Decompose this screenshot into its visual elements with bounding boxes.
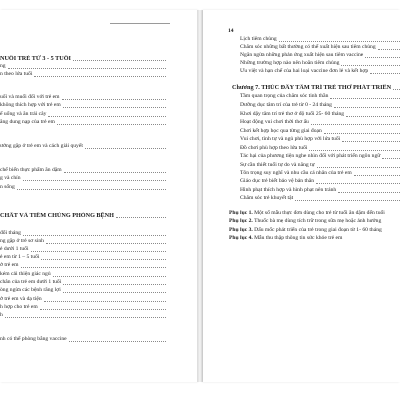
leader-dots (342, 141, 400, 142)
toc-entry (240, 178, 400, 185)
chapter-heading-text: CHẤT VÀ TIÊM CHỦNG PHÒNG BỆNH (0, 212, 114, 219)
toc-entry (0, 262, 166, 269)
toc-entry-text: ng (0, 63, 6, 69)
toc-entry (0, 119, 166, 126)
toc-entry-text: Tác hại của phương tiện nghe nhìn đối với phát triển ngôn ngữ (240, 153, 381, 159)
toc-entry-text: h (0, 312, 3, 318)
toc-entry (240, 60, 400, 67)
toc-entry-text: chế biến thực phẩm ăn dặm (0, 167, 62, 173)
toc-entry (0, 296, 166, 303)
leader-dots (370, 73, 400, 74)
leader-dots (354, 175, 400, 176)
leader-dots (316, 183, 400, 184)
appendix-label: Phụ lục 3. (229, 227, 253, 233)
toc-entry-text: Tầm quan trọng của chăm sóc tinh thần (240, 93, 329, 99)
toc-entry (0, 175, 166, 182)
toc-entry-text: n theo lứa tuổi (0, 71, 33, 77)
leader-dots (116, 217, 166, 218)
toc-entry (0, 336, 166, 343)
leader-dots (330, 98, 400, 99)
toc-entry-text: đổi tháng (0, 230, 21, 236)
toc-entry-text: Chơi kết hợp học qua từng giai đoạn (240, 128, 322, 134)
toc-entry (0, 246, 166, 253)
leader-dots (365, 57, 400, 58)
leader-dots (63, 284, 166, 285)
toc-entry (0, 312, 166, 319)
leader-dots (279, 41, 400, 42)
leader-dots (8, 68, 166, 69)
toc-entry (0, 230, 166, 237)
toc-entry (0, 111, 166, 118)
toc-entry (240, 162, 400, 169)
appendix-text: Một số mẫu thực đơn dùng cho trẻ từ tuổi ăn dặm đến tuổi (252, 210, 385, 216)
toc-entry-text: ế uống và ăn trái cây (0, 111, 47, 117)
leader-dots (338, 192, 400, 193)
toc-entry (0, 102, 166, 109)
right-page (203, 10, 400, 382)
leader-dots (63, 292, 166, 293)
toc-entry (240, 119, 400, 126)
left-page (0, 10, 197, 382)
appendix-label: Phụ lục 4. (229, 235, 253, 241)
toc-entry (0, 271, 166, 278)
leader-dots (64, 172, 166, 173)
appendix-entry (229, 235, 400, 242)
leader-dots (23, 235, 166, 236)
toc-entry (0, 304, 166, 311)
chapter-heading (232, 84, 400, 91)
leader-dots (41, 259, 166, 260)
toc-entry (240, 153, 400, 160)
toc-entry-text: Chăm sóc trẻ khuyết tật (240, 195, 294, 201)
leader-dots (311, 124, 400, 125)
leader-dots (382, 158, 400, 159)
toc-entry (240, 93, 400, 100)
toc-entry-text: n sống (0, 184, 15, 190)
toc-entry-text: Chăm sóc những bất thường có thể xuất hiện sau tiêm chủng (240, 44, 376, 50)
leader-dots (46, 243, 166, 244)
leader-dots (69, 341, 166, 342)
leader-dots (85, 148, 166, 149)
appendix-label: Phụ lục 1. (229, 210, 253, 216)
header-rule (148, 23, 170, 24)
toc-entry-text: ẻ em từ 1 – 5 tuổi (0, 254, 40, 260)
toc-entry-text: Lịch tiêm chủng (240, 36, 277, 42)
chapter-heading (0, 212, 166, 219)
toc-entry-text: ở trẻ em và dạ tiện (0, 296, 42, 302)
leader-dots (5, 317, 166, 318)
toc-entry-text: h hợp cho trẻ em (0, 304, 38, 310)
toc-entry (0, 167, 166, 174)
toc-entry-text: ướng gặp ở trẻ em và cách giải quyết (0, 143, 83, 149)
toc-entry-text: Giáo dục trẻ biết bảo vệ bản thân (240, 178, 315, 184)
appendix-label: Phụ lục 2. (229, 218, 253, 224)
toc-entry-text: Khơi dậy tâm trí trẻ thơ ở độ tuổi 25- 60 tháng (240, 111, 345, 117)
toc-entry (0, 94, 166, 101)
leader-dots (62, 99, 166, 100)
toc-entry (240, 68, 400, 75)
leader-dots (44, 301, 166, 302)
leader-dots (21, 267, 167, 268)
toc-entry (240, 195, 400, 202)
toc-entry (240, 52, 400, 59)
toc-entry (240, 36, 400, 43)
leader-dots (393, 89, 400, 90)
toc-entry (0, 238, 166, 245)
toc-entry-text: Hoạt động vui chơi thời thơ ấu (240, 119, 309, 125)
leader-dots (73, 60, 166, 61)
toc-entry-text: g và chín (0, 175, 21, 181)
toc-entry (0, 143, 166, 150)
toc-entry-text: không thích hợp với trẻ em (0, 102, 61, 108)
leader-dots (48, 116, 166, 117)
chapter-heading-text: NUÔI TRẺ TỪ 3 - 5 TUỔI (0, 55, 71, 62)
appendix-entry (229, 210, 400, 217)
toc-entry-text: chân của trẻ em dưới 1 tuổi (0, 279, 62, 285)
toc-entry (240, 128, 400, 135)
appendix-entry (229, 218, 400, 225)
toc-entry (240, 102, 400, 109)
leader-dots (334, 107, 400, 108)
chapter-heading (0, 55, 166, 62)
toc-entry (240, 187, 400, 194)
toc-entry-text: òng ngừa các bệnh răng lợi (0, 287, 61, 293)
header-rule (110, 23, 148, 24)
page-number: 14 (228, 28, 234, 34)
toc-entry-text: Những trường hợp nào nên hoãn tiêm chủng (240, 60, 340, 66)
leader-dots (53, 276, 166, 277)
leader-dots (40, 309, 166, 310)
toc-entry (240, 136, 400, 143)
appendix-text: Dấu mốc phát triển của trẻ trong giai đoạn từ 1- 60 tháng (252, 227, 382, 233)
toc-entry-text: ng gặp ở trẻ sơ sinh (0, 238, 44, 244)
toc-entry-text: Dưỡng dục tâm trí của trẻ từ 0 - 24 tháng (240, 102, 332, 108)
leader-dots (23, 180, 166, 181)
toc-entry-text: Đồ chơi phù hợp theo lứa tuổi (240, 145, 308, 151)
appendix-text: Mẫu thu thập thông tin sức khỏe trẻ em (252, 235, 343, 241)
toc-entry-text: ẻ dưới 1 tuổi (0, 246, 29, 252)
toc-entry-text: uối và muối đối với trẻ em (0, 94, 60, 100)
leader-dots (317, 167, 400, 168)
toc-entry (240, 111, 400, 118)
toc-entry-text: Tôn trọng suy nghĩ và nhu cầu cá nhân của trẻ em (240, 170, 352, 176)
appendix-text: Thuốc bà mẹ dùng tích trữ trong sữa mẹ hoặc ảnh hưởng (252, 218, 382, 224)
toc-entry (240, 44, 400, 51)
toc-entry-text: Ưu việt và hạn chế của hai loại vaccine đơn lẻ và kết hợp (240, 68, 369, 74)
toc-entry (0, 184, 166, 191)
toc-entry-text: nh có thể phòng bằng vaccine (0, 336, 67, 342)
toc-entry (0, 71, 166, 78)
toc-entry-text: Sự cần thiết tuổi tự do và năng tự (240, 162, 315, 168)
toc-entry (0, 287, 166, 294)
leader-dots (346, 116, 400, 117)
leader-dots (31, 251, 166, 252)
leader-dots (324, 133, 400, 134)
toc-entry-text: ở trẻ em (0, 262, 19, 268)
toc-entry-text: Vui chơi, tình tự và ngủ phù hợp với lứa tuổi (240, 136, 341, 142)
toc-entry-text: kém cải thiện giác ngủ (0, 271, 51, 277)
toc-entry (0, 279, 166, 286)
toc-entry-text: Ngăn ngừa những phản ứng xuất hiện sau tiêm vaccine (240, 52, 364, 58)
leader-dots (34, 76, 166, 77)
leader-dots (378, 49, 400, 50)
toc-entry-text: Hình phạt thích hợp và hình phạt nên tránh (240, 187, 337, 193)
toc-entry (0, 63, 166, 70)
leader-dots (57, 124, 166, 125)
toc-entry-text: ăng dung nạp của trẻ em (0, 119, 55, 125)
leader-dots (341, 65, 400, 66)
leader-dots (63, 107, 166, 108)
leader-dots (17, 189, 166, 190)
toc-entry (240, 170, 400, 177)
appendix-entry (229, 227, 400, 234)
toc-entry (240, 145, 400, 152)
chapter-heading-text: Chương 7. THÚC ĐẨY TÂM TRÍ TRẺ THƠ PHÁT TRIỂN (232, 84, 392, 91)
leader-dots (309, 150, 400, 151)
toc-entry (0, 254, 166, 261)
leader-dots (295, 200, 400, 201)
